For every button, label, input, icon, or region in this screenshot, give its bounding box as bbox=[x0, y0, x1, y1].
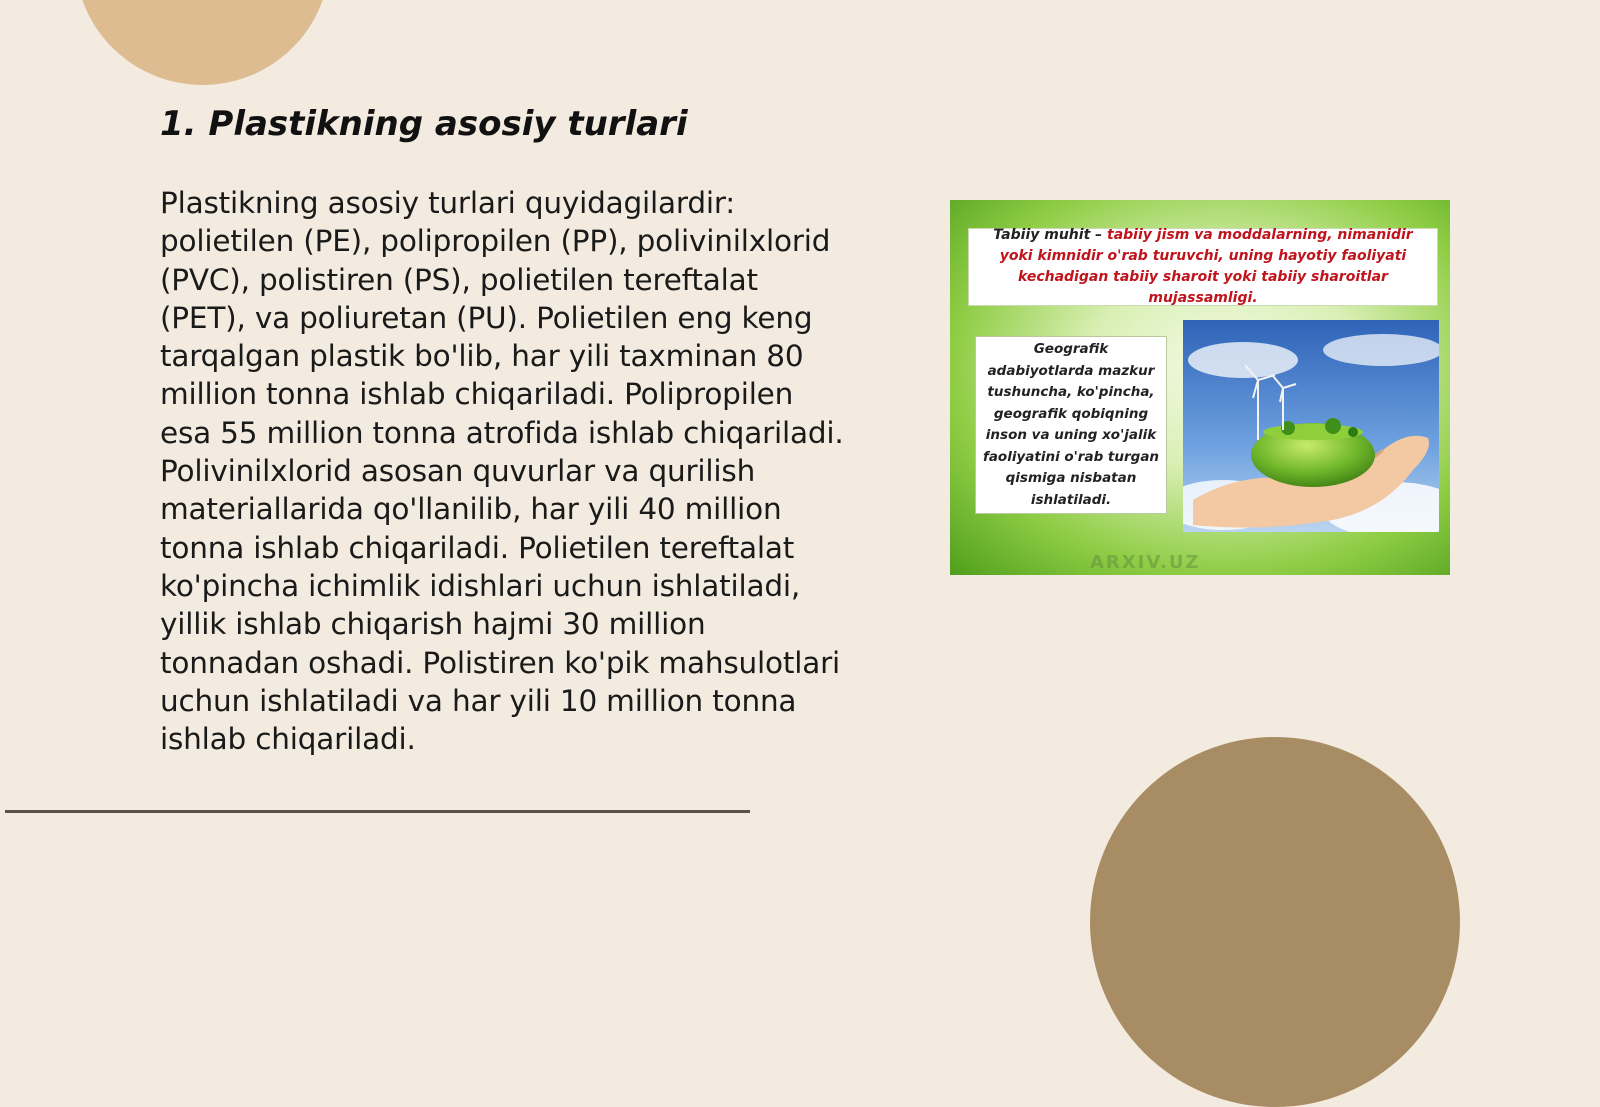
decorative-circle-top bbox=[75, 0, 330, 85]
definition-box bbox=[968, 228, 1438, 306]
slide-body-text: Plastikning asosiy turlari quyidagilardir: polietilen (PE), polipropilen (PP), polivinilxlorid (PVC), polistiren (PS), polietilen tereftalat (PET), va poliuretan (PU). Polietilen eng keng tarqalgan plastik bo'lib, har yili taxminan 80 million tonna ishlab chiqariladi. Polipropilen esa 55 million tonna atrofida ishlab chiqariladi. Polivinilxlorid asosan quvurlar va qurilish materiallarida qo'llanilib, har yili 40 million tonna ishlab chiqariladi. Polietilen tereftalat ko'pincha ichimlik idishlari uchun ishlatiladi, yillik ishlab chiqarish hajmi 30 million tonnadan oshadi. Polistiren ko'pik mahsulotlari uchun ishlatiladi va har yili 10 million tonna ishlab chiqariladi. bbox=[160, 186, 844, 757]
divider-line bbox=[5, 810, 750, 813]
note-box bbox=[975, 336, 1167, 514]
definition-term: Tabiiy muhit – bbox=[993, 227, 1103, 243]
illustration-image bbox=[950, 200, 1450, 575]
definition-text: tabiiy jism va moddalarning, nimanidir yoki kimnidir o'rab turuvchi, uning hayotiy faoliyati kechadigan tabiiy sharoit yoki tabiiy sharoitlar mujassamligi. bbox=[999, 227, 1413, 306]
slide-title: 1. Plastikning asosiy turlari bbox=[160, 104, 688, 144]
watermark-text: ARXIV.UZ bbox=[1090, 552, 1201, 573]
decorative-circle-bottom bbox=[1090, 737, 1460, 1107]
hand-holding-earth-icon bbox=[1183, 320, 1439, 532]
note-text: Geografik adabiyotlarda mazkur tushuncha, ko'pincha, geografik qobiqning inson va uning xo'jalik faoliyatini o'rab turgan qismiga nisbatan ishlatiladi. bbox=[982, 341, 1160, 508]
